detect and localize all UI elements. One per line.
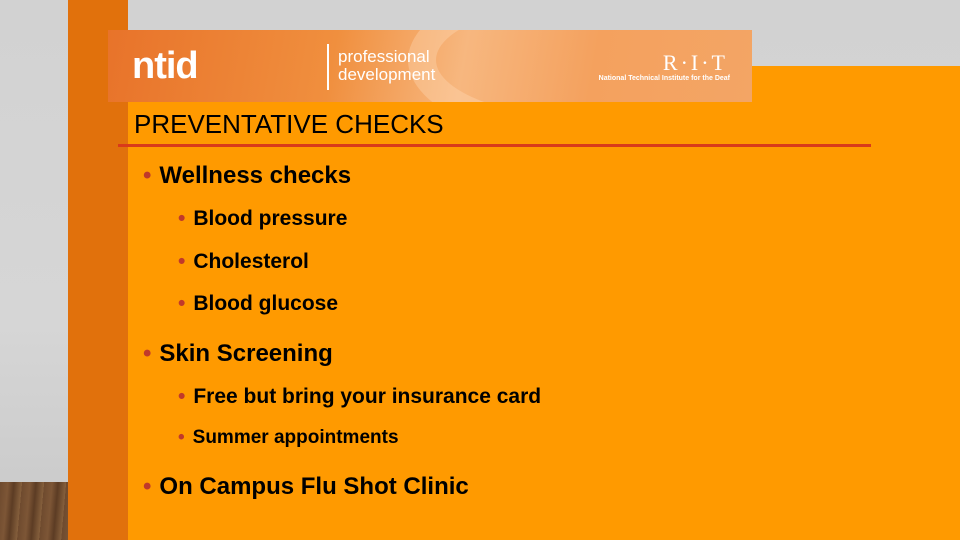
logo-subtitle-line2: development (338, 65, 436, 84)
header-banner (108, 30, 752, 102)
bullet-text: Summer appointments (192, 427, 399, 448)
bullet-summer-appointments (178, 427, 399, 449)
bullet-dot: • (143, 340, 152, 367)
bullet-text: Skin Screening (159, 340, 333, 367)
rit-logo-subtitle: National Technical Institute for the Deaf (598, 75, 730, 82)
bullet-text: Wellness checks (159, 162, 352, 189)
bullet-dot: • (143, 473, 152, 500)
bullet-dot: • (178, 292, 186, 315)
bullet-dot: • (178, 427, 185, 448)
bullet-flu-shot-clinic (143, 473, 469, 501)
bullet-text: Blood glucose (193, 292, 339, 315)
rit-logo: R·I·T (662, 50, 728, 75)
title-underline (118, 144, 871, 147)
bullet-dot: • (143, 162, 152, 189)
bullet-text: Cholesterol (193, 250, 309, 273)
background-floor (0, 482, 68, 540)
bullet-blood-pressure (178, 207, 347, 231)
logo-subtitle (338, 48, 435, 84)
bullet-text: On Campus Flu Shot Clinic (159, 473, 469, 500)
bullet-text: Free but bring your insurance card (193, 385, 542, 408)
ntid-logo: ntid (132, 45, 198, 87)
logo-divider (327, 44, 329, 90)
logo-subtitle-line1: professional (338, 47, 430, 66)
slide-title: PREVENTATIVE CHECKS (134, 109, 444, 139)
bullet-free-insurance (178, 385, 541, 409)
bullet-dot: • (178, 250, 186, 273)
bullet-wellness-checks (143, 162, 351, 190)
bullet-text: Blood pressure (193, 207, 348, 230)
bullet-skin-screening (143, 340, 333, 368)
bullet-dot: • (178, 385, 186, 408)
bullet-blood-glucose (178, 292, 338, 316)
bullet-dot: • (178, 207, 186, 230)
bullet-cholesterol (178, 250, 309, 274)
